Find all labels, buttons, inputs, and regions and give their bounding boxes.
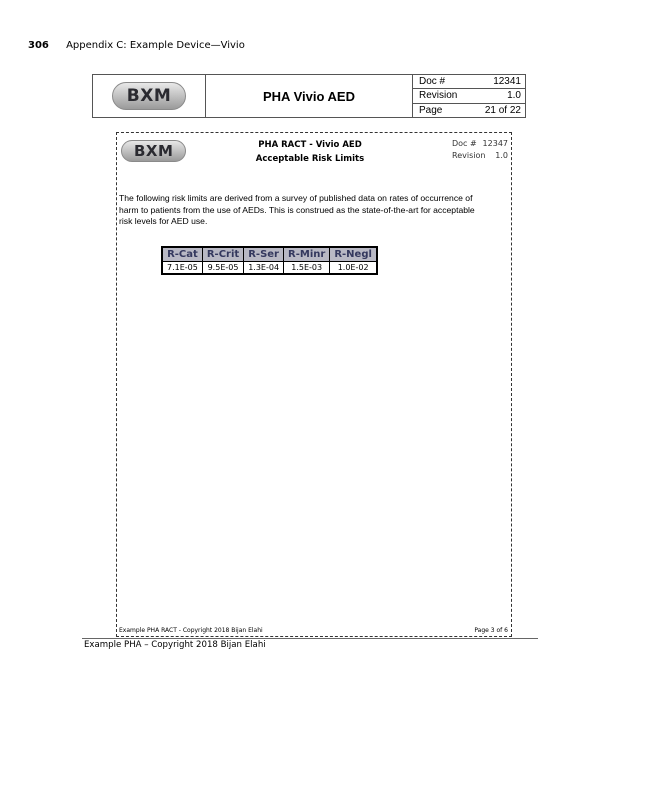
outer-meta xyxy=(413,75,525,117)
inner-footer-copyright: Example PHA RACT - Copyright 2018 Bijan Elahi xyxy=(119,627,263,634)
meta-label: Doc # xyxy=(452,139,477,148)
inner-title xyxy=(245,138,375,166)
outer-header-table xyxy=(92,74,526,118)
outer-logo-cell xyxy=(93,75,206,117)
inner-meta-revision xyxy=(452,150,508,162)
header-r-minr: R-Minr xyxy=(284,247,330,262)
table-row xyxy=(162,262,377,275)
inner-title-line1: PHA RACT - Vivio AED xyxy=(258,140,362,150)
meta-row-revision xyxy=(413,89,525,103)
inner-meta xyxy=(452,138,508,162)
meta-label: Revision xyxy=(452,151,486,160)
meta-label: Page xyxy=(419,104,443,116)
bxm-logo: BXM xyxy=(121,140,186,162)
inner-body-text: The following risk limits are derived from a survey of published data on rates of occurrence of harm to patients from the use of AEDs. This is construed as the state-of-the-art for acceptable risk levels for AED use. xyxy=(119,193,475,226)
risk-limits-table xyxy=(161,246,378,275)
header-r-ser: R-Ser xyxy=(244,247,284,262)
table-header-row xyxy=(162,247,377,262)
running-head-text: Appendix C: Example Device—Vivio xyxy=(66,40,245,51)
header-r-negl: R-Negl xyxy=(330,247,377,262)
value-r-minr: 1.5E-03 xyxy=(284,262,330,275)
inner-footer-page: Page 3 of 6 xyxy=(474,627,508,634)
bxm-logo: BXM xyxy=(112,82,186,110)
meta-value: 12347 xyxy=(482,139,508,148)
value-r-cat: 7.1E-05 xyxy=(162,262,202,275)
meta-row-doc xyxy=(413,75,525,89)
inner-title-line2: Acceptable Risk Limits xyxy=(255,154,365,164)
page-footer: Example PHA – Copyright 2018 Bijan Elahi xyxy=(84,640,266,650)
value-r-ser: 1.3E-04 xyxy=(244,262,284,275)
footer-rule xyxy=(82,638,538,639)
page-number: 306 xyxy=(28,40,49,51)
inner-meta-doc xyxy=(452,138,508,150)
meta-value: 1.0 xyxy=(495,151,508,160)
outer-title: PHA Vivio AED xyxy=(206,75,413,117)
header-r-cat: R-Cat xyxy=(162,247,202,262)
meta-value: 1.0 xyxy=(507,90,521,102)
inner-logo-wrap xyxy=(121,140,186,162)
value-r-negl: 1.0E-02 xyxy=(330,262,377,275)
running-head xyxy=(28,40,245,51)
value-r-crit: 9.5E-05 xyxy=(202,262,243,275)
meta-value: 21 of 22 xyxy=(484,104,521,116)
meta-label: Doc # xyxy=(419,76,446,88)
meta-value: 12341 xyxy=(493,76,521,88)
header-r-crit: R-Crit xyxy=(202,247,243,262)
meta-label: Revision xyxy=(419,90,458,102)
meta-row-page xyxy=(413,104,525,117)
embedded-page xyxy=(116,132,512,637)
